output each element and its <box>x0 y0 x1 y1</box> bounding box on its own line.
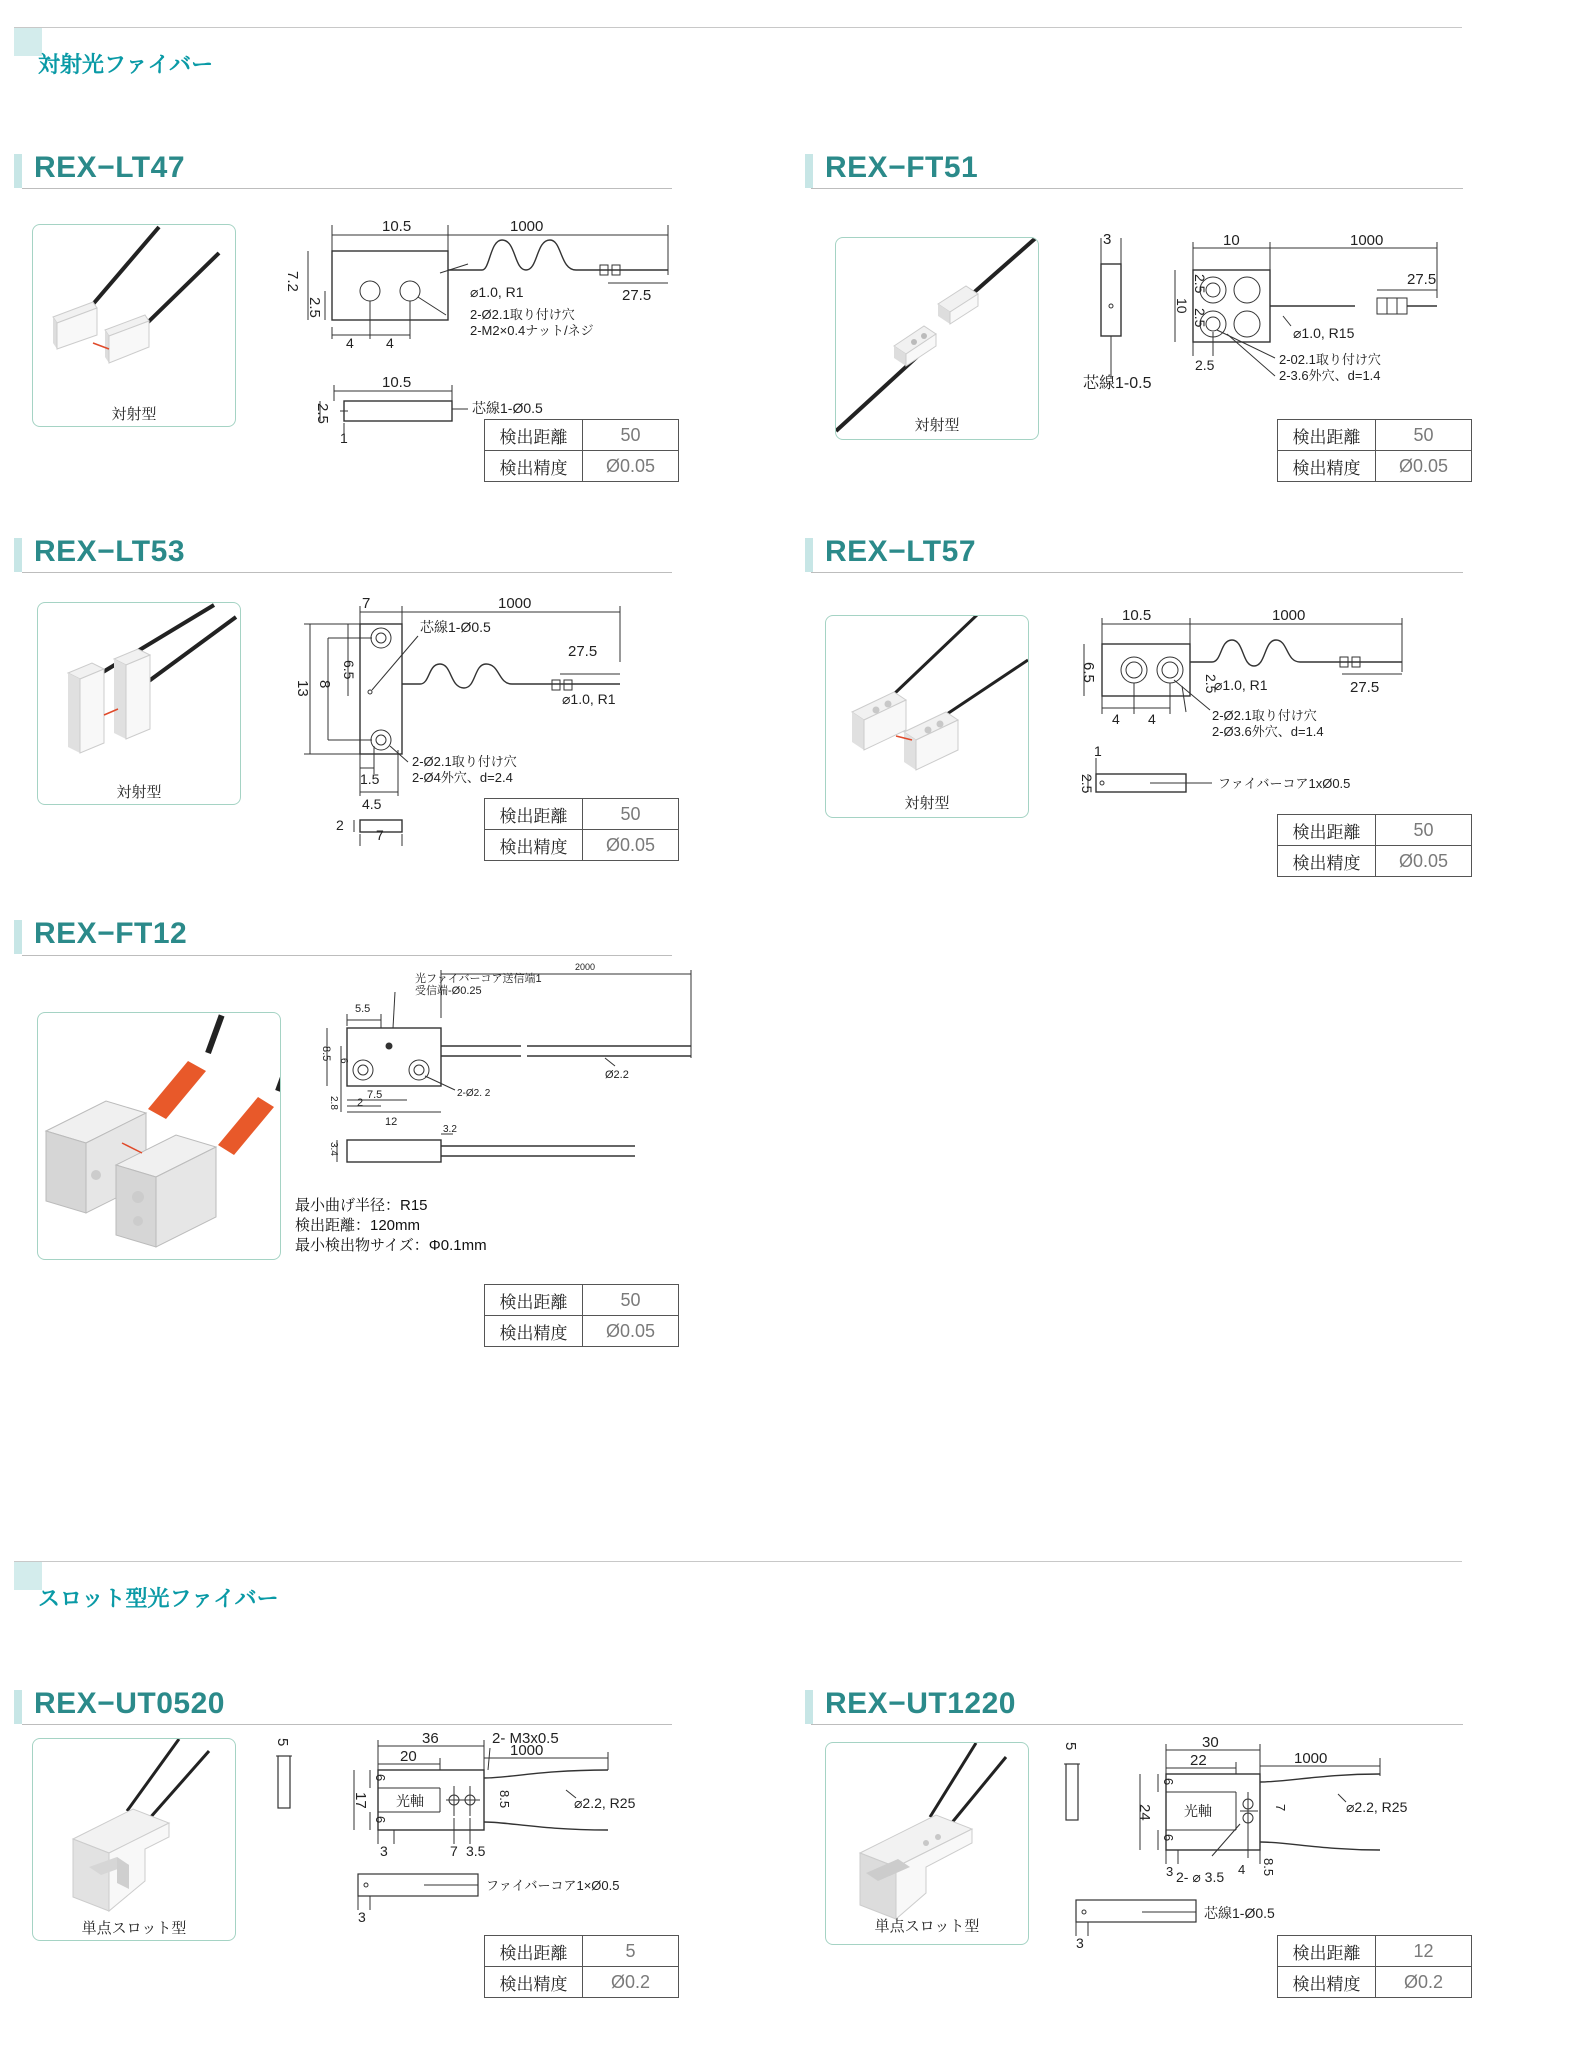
dim-core: ファイバーコア1×Ø0.5 <box>486 1878 620 1893</box>
spec-label-precision: 検出精度 <box>1278 451 1376 482</box>
dim-b: 7.5 <box>367 1089 383 1101</box>
product-title-rule <box>22 955 672 956</box>
spec-table <box>484 1284 679 1347</box>
product-caption: 対射型 <box>111 406 157 423</box>
dimension-drawing <box>270 215 690 445</box>
dim-thickness: 3 <box>1103 231 1112 248</box>
dim-core: 芯線1-Ø0.5 <box>420 619 491 635</box>
dimension-drawing <box>1062 608 1462 798</box>
dim-thickness: 5 <box>274 1738 291 1747</box>
note-line: 検出距離：120mm <box>295 1217 421 1234</box>
dim-width: 10.5 <box>1122 608 1152 624</box>
dim-hole: 2-Ø2.1取り付け穴 <box>1212 708 1317 723</box>
dimension-drawing <box>305 962 705 1182</box>
spec-value-precision: Ø0.05 <box>583 830 679 861</box>
dim-core: 芯線1-0.5 <box>1083 375 1152 392</box>
product-title-rule <box>811 572 1463 573</box>
product-title-bar <box>14 920 22 954</box>
dim-width: 10.5 <box>382 218 412 235</box>
dim-height: 17 <box>352 1792 369 1809</box>
spec-table <box>484 1935 679 1998</box>
spec-label-precision: 検出精度 <box>485 451 583 482</box>
dim-width2: 10.5 <box>382 374 412 391</box>
section-top-rule <box>14 27 1462 28</box>
spec-value-distance: 5 <box>583 1936 679 1967</box>
dim-length: 1000 <box>1294 1750 1328 1767</box>
product-title-bar <box>14 538 22 572</box>
dim-hole: 2-Ø2.1取り付け穴 <box>412 754 517 769</box>
dim-h1: 2.5 <box>1192 274 1208 294</box>
dim-b: 2.5 <box>1195 357 1215 373</box>
dim-height: 10 <box>1174 298 1190 314</box>
dim-h2: 2.5 <box>1203 674 1219 694</box>
spec-table <box>1277 814 1472 877</box>
dim-height: 24 <box>1136 1804 1153 1821</box>
dim-note1: 光ファイバーコア送信端1 <box>415 973 542 985</box>
spec-table <box>1277 1935 1472 1998</box>
spec-label-precision: 検出精度 <box>1278 1967 1376 1998</box>
dim-core: ファイバーコア1xØ0.5 <box>1218 776 1351 791</box>
product-photo <box>32 224 236 427</box>
product-title-rule <box>811 188 1463 189</box>
product-title: REX−UT1220 <box>825 1687 1016 1720</box>
dim-axis: 光軸 <box>1184 1803 1212 1819</box>
spec-value-precision: Ø0.05 <box>1376 451 1472 482</box>
dim-height: 6.5 <box>1080 662 1097 683</box>
dim-height2: 2.5 <box>306 297 323 318</box>
dim-height: 8.5 <box>320 1046 332 1062</box>
dim-tail: 27.5 <box>622 287 652 304</box>
dim-thickness: 2.5 <box>314 403 331 424</box>
spec-table <box>484 798 679 861</box>
product-title: REX−FT12 <box>34 917 188 950</box>
dimension-drawing <box>1075 228 1475 408</box>
dim-f: 3.2 <box>443 1124 457 1135</box>
spec-value-distance: 50 <box>583 1285 679 1316</box>
product-photo <box>37 602 241 805</box>
dim-screw: 2- M3x0.5 <box>492 1730 559 1747</box>
product-title-rule <box>22 188 672 189</box>
spec-value-distance: 50 <box>1376 815 1472 846</box>
dim-width: 10 <box>1223 232 1240 249</box>
dim-length: 2000 <box>575 962 596 972</box>
dim-hole: 2-02.1取り付け穴 <box>1279 352 1381 367</box>
product-title-bar <box>14 1690 22 1724</box>
dim-thickness: 2 <box>336 817 344 833</box>
spec-label-precision: 検出精度 <box>485 830 583 861</box>
dim-w2: 22 <box>1190 1752 1207 1769</box>
spec-label-distance: 検出距離 <box>485 420 583 451</box>
dim-length: 1000 <box>510 1742 544 1759</box>
product-title-bar <box>14 154 22 188</box>
dim-g: 7 <box>1273 1804 1288 1812</box>
dim-thickness: 2.5 <box>1079 774 1095 794</box>
dim-tail: 27.5 <box>568 643 598 660</box>
product-caption: 対射型 <box>914 417 960 434</box>
spec-value-distance: 50 <box>583 420 679 451</box>
section-top-rule <box>14 1561 1462 1562</box>
spec-label-precision: 検出精度 <box>485 1967 583 1998</box>
dim-tail: 27.5 <box>1407 271 1437 288</box>
spec-label-distance: 検出距離 <box>485 1285 583 1316</box>
product-photo <box>835 237 1039 440</box>
spec-label-precision: 検出精度 <box>1278 846 1376 877</box>
dim-h2: 6 <box>1161 1834 1176 1842</box>
note-line: 最小検出物サイズ：Φ0.1mm <box>295 1237 487 1254</box>
dim-c: 1 <box>1094 743 1102 759</box>
dim-a: 5.5 <box>355 1003 371 1015</box>
spec-label-distance: 検出距離 <box>485 1936 583 1967</box>
dim-bend: ⌀1.0, R1 <box>1214 677 1268 693</box>
product-photo <box>825 615 1029 818</box>
dim-bend: ⌀2.2, R25 <box>1346 1799 1408 1815</box>
product-photo <box>37 1012 281 1260</box>
dim-d: 3 <box>1076 1935 1084 1950</box>
dim-outer: 2-3.6外穴、d=1.4 <box>1279 368 1381 383</box>
dim-outer: 2-Ø3.6外穴、d=1.4 <box>1212 724 1324 739</box>
product-title: REX−LT53 <box>34 535 185 568</box>
spec-value-precision: Ø0.2 <box>583 1967 679 1998</box>
section-title: 対射光ファイバー <box>38 52 214 77</box>
dim-h1: 8 <box>316 680 333 689</box>
product-title-rule <box>22 1724 672 1725</box>
dim-a: 3 <box>380 1843 388 1859</box>
spec-table <box>1277 419 1472 482</box>
product-caption: 対射型 <box>116 784 162 801</box>
product-title-bar <box>805 538 813 572</box>
dimension-drawing <box>1062 1730 1462 1950</box>
dim-h2: 2.5 <box>1192 308 1208 328</box>
spec-value-precision: Ø0.2 <box>1376 1967 1472 1998</box>
spec-label-distance: 検出距離 <box>1278 1936 1376 1967</box>
product-title: REX−FT51 <box>825 151 979 184</box>
spec-value-precision: Ø0.05 <box>583 451 679 482</box>
dim-g: 8.5 <box>497 1790 512 1809</box>
section-title: スロット型光ファイバー <box>38 1586 279 1611</box>
dim-w2: 20 <box>400 1748 417 1765</box>
product-title: REX−LT57 <box>825 535 976 568</box>
product-title: REX−UT0520 <box>34 1687 225 1720</box>
dim-width: 36 <box>422 1730 439 1747</box>
dim-diameter: Ø2.2 <box>605 1069 629 1081</box>
dim-h1: 6 <box>373 1774 388 1782</box>
dim-hole: 2- ⌀ 3.5 <box>1176 1869 1225 1885</box>
dim-length: 1000 <box>1350 232 1384 249</box>
product-caption: 対射型 <box>904 795 950 812</box>
dim-h1: 6 <box>1161 1778 1176 1786</box>
dim-bend: ⌀2.2, R25 <box>574 1795 636 1811</box>
dim-c: 1 <box>340 430 348 445</box>
dim-thickness: 5 <box>1062 1742 1079 1751</box>
dim-length: 1000 <box>510 218 544 235</box>
dim-width: 30 <box>1202 1734 1219 1751</box>
dim-width: 12 <box>385 1116 398 1128</box>
dim-e: 2.8 <box>328 1096 339 1110</box>
spec-value-precision: Ø0.05 <box>1376 846 1472 877</box>
dim-hole: 2-Ø2.1取り付け穴 <box>470 307 575 322</box>
dim-b: 7 <box>450 1843 458 1859</box>
dim-bend: ⌀1.0, R1 <box>470 284 524 300</box>
spec-value-distance: 12 <box>1376 1936 1472 1967</box>
dim-height: 13 <box>294 680 311 697</box>
dim-nut: 2-M2×0.4ナット/ネジ <box>470 323 594 338</box>
dim-core: 芯線1-Ø0.5 <box>472 400 543 416</box>
dim-c: 8.5 <box>1261 1858 1276 1877</box>
dim-hole: 2-Ø2. 2 <box>457 1088 491 1099</box>
dim-b: 4 <box>1238 1862 1246 1877</box>
dim-tail: 27.5 <box>1350 679 1380 696</box>
product-title-bar <box>805 1690 813 1724</box>
spec-label-distance: 検出距離 <box>485 799 583 830</box>
dim-bend: ⌀1.0, R1 <box>562 691 616 707</box>
dim-b: 4.5 <box>362 796 382 812</box>
product-title-bar <box>805 154 813 188</box>
dim-height: 7.2 <box>284 271 301 292</box>
dim-c: 3.5 <box>466 1843 486 1859</box>
dim-w2: 7 <box>376 827 384 843</box>
dim-d: 3 <box>358 1909 366 1925</box>
dim-axis: 光軸 <box>396 1793 424 1809</box>
spec-table <box>484 419 679 482</box>
product-photo <box>825 1742 1029 1945</box>
product-caption: 単点スロット型 <box>874 1918 980 1935</box>
dimension-drawing <box>270 1730 670 1940</box>
note-line: 最小曲げ半径：R15 <box>295 1197 428 1214</box>
dim-length: 1000 <box>498 596 532 612</box>
dim-h2: 6.5 <box>341 660 357 680</box>
dim-a: 3 <box>1166 1864 1174 1879</box>
dim-note2: 受信端-Ø0.25 <box>415 985 482 997</box>
spec-label-precision: 検出精度 <box>485 1316 583 1347</box>
dim-a: 1.5 <box>360 771 380 787</box>
dim-core: 芯線1-Ø0.5 <box>1204 1905 1275 1921</box>
dim-b: 4 <box>1148 711 1156 727</box>
spec-value-distance: 50 <box>1376 420 1472 451</box>
dim-width: 7 <box>362 596 371 612</box>
product-caption: 単点スロット型 <box>81 1920 187 1937</box>
dim-b: 4 <box>386 335 394 351</box>
dim-outer: 2-Ø4外穴、d=2.4 <box>412 770 513 785</box>
product-title-rule <box>811 1724 1463 1725</box>
spec-label-distance: 検出距離 <box>1278 420 1376 451</box>
dim-a: 4 <box>346 335 354 351</box>
dim-c: 2 <box>357 1097 364 1109</box>
dim-thickness: 3.4 <box>328 1142 339 1156</box>
dim-h2: 6 <box>373 1816 388 1824</box>
product-photo <box>32 1738 236 1941</box>
spec-label-distance: 検出距離 <box>1278 815 1376 846</box>
spec-value-distance: 50 <box>583 799 679 830</box>
dim-length: 1000 <box>1272 608 1306 624</box>
dim-bend: ⌀1.0, R15 <box>1293 325 1355 341</box>
dim-h2: 6 <box>338 1058 349 1064</box>
product-title: REX−LT47 <box>34 151 185 184</box>
spec-value-precision: Ø0.05 <box>583 1316 679 1347</box>
product-notes <box>295 1196 487 1256</box>
product-title-rule <box>22 572 672 573</box>
dim-a: 4 <box>1112 711 1120 727</box>
